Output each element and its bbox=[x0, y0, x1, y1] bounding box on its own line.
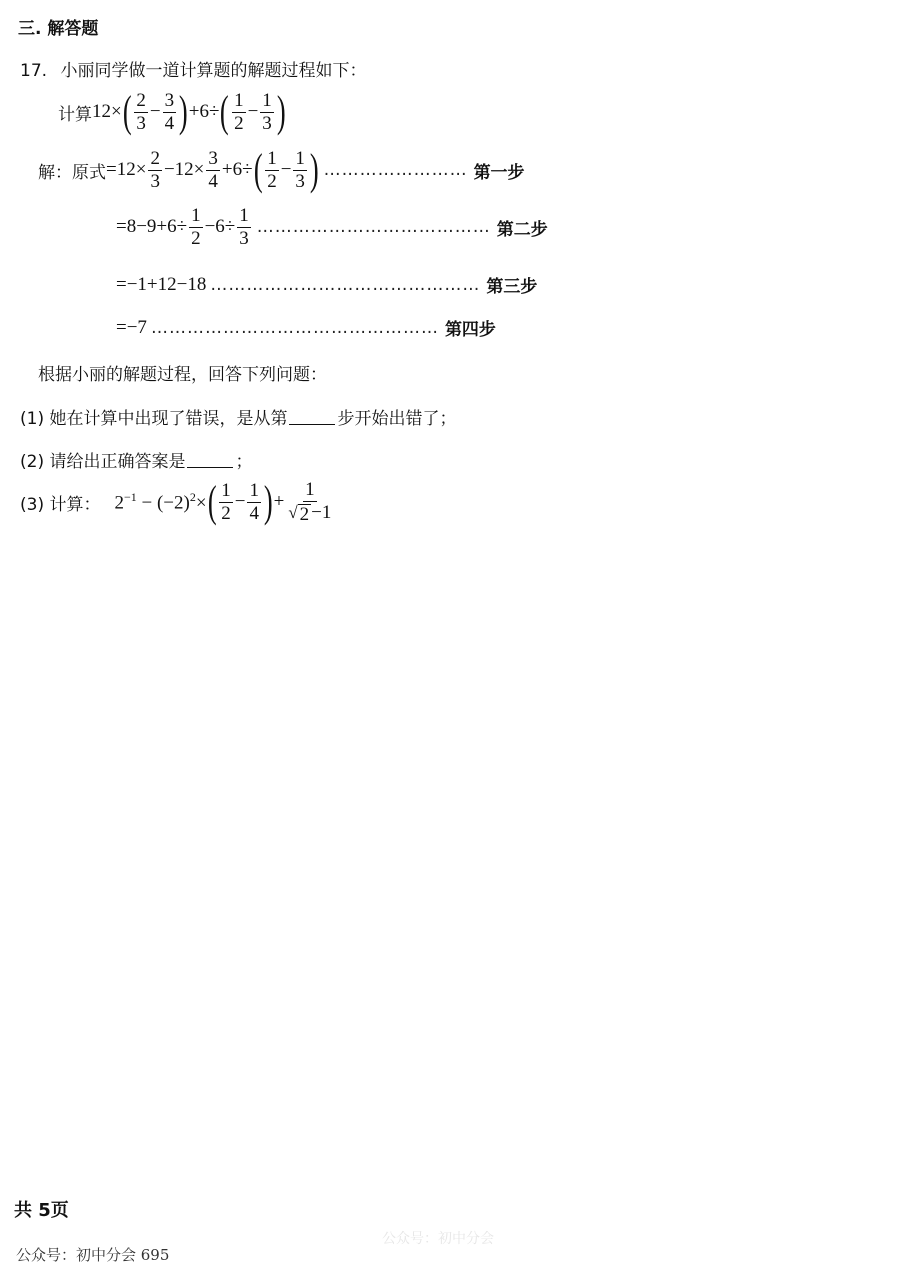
solution-step-1 bbox=[38, 145, 525, 194]
leader-dots: ……………………………………… bbox=[210, 274, 481, 295]
sub-question-3-label: (3) 计算： bbox=[20, 494, 101, 515]
leader-dots: …………………… bbox=[323, 160, 468, 180]
solution-step-4 bbox=[116, 315, 496, 340]
step-3-math: =−1+12−18 bbox=[116, 273, 207, 295]
page-count: 共 5页 bbox=[14, 1200, 69, 1221]
watermark: 公众号：初中分会 bbox=[382, 1231, 494, 1247]
sub-question-3 bbox=[20, 477, 335, 527]
problem-prefix: 计算 bbox=[58, 104, 92, 125]
sub-question-1 bbox=[20, 404, 456, 429]
account-footer: 公众号：初中分会 695 bbox=[16, 1246, 170, 1264]
answer-blank-2[interactable] bbox=[187, 451, 233, 468]
sub-question-1-text: (1) 她在计算中出现了错误，是从第 bbox=[20, 409, 288, 429]
question-intro-text: 小丽同学做一道计算题的解题过程如下： bbox=[60, 61, 367, 81]
question-intro bbox=[20, 56, 366, 81]
question-number: 17. bbox=[20, 61, 48, 81]
question-prompt: 根据小丽的解题过程，回答下列问题： bbox=[38, 365, 327, 385]
sub-question-2-text: (2) 请给出正确答案是 bbox=[20, 452, 186, 472]
step-2-math: =8−9+6÷ $\frac{1}{2}$ −6÷ $\frac{1}{3}$ bbox=[116, 205, 249, 249]
solution-prefix: 解：原式 bbox=[38, 162, 106, 183]
leader-dots: ………………………………… bbox=[256, 217, 491, 238]
sub-question-1-tail: 步开始出错了； bbox=[337, 409, 457, 429]
problem-expression bbox=[58, 87, 286, 136]
step-label-3: 第三步 bbox=[486, 277, 538, 297]
problem-math: 12× ( $\frac{2}{3}$ − $\frac{3}{4}$ ) +6÷ ( $\frac{1}{2}$ − $\frac{1}{3}$ ) bbox=[92, 87, 286, 136]
answer-blank-1[interactable] bbox=[289, 408, 335, 425]
step-4-math: =−7 bbox=[116, 316, 147, 338]
solution-step-3 bbox=[116, 272, 537, 297]
sub-question-3-math: $2^{-1}$ − $(-2)^2\times$ ( $\frac{1}{2}$ − $\frac{1}{4}$ ) + 1 √ 2 −1 bbox=[114, 477, 332, 527]
sub-question-2 bbox=[20, 447, 252, 472]
step-label-1: 第一步 bbox=[473, 162, 525, 183]
step-1-math: =12× $\frac{2}{3}$ −12× $\frac{3}{4}$ +6÷ ( $\frac{1}{2}$ − $\frac{1}{3}$ ) bbox=[106, 145, 319, 194]
leader-dots: ………………………………………… bbox=[150, 317, 439, 338]
section-header: 三. 解答题 bbox=[18, 19, 99, 39]
sub-question-2-tail: ； bbox=[235, 452, 253, 472]
step-label-4: 第四步 bbox=[444, 320, 496, 340]
solution-step-2 bbox=[116, 206, 548, 249]
step-label-2: 第二步 bbox=[496, 219, 548, 240]
